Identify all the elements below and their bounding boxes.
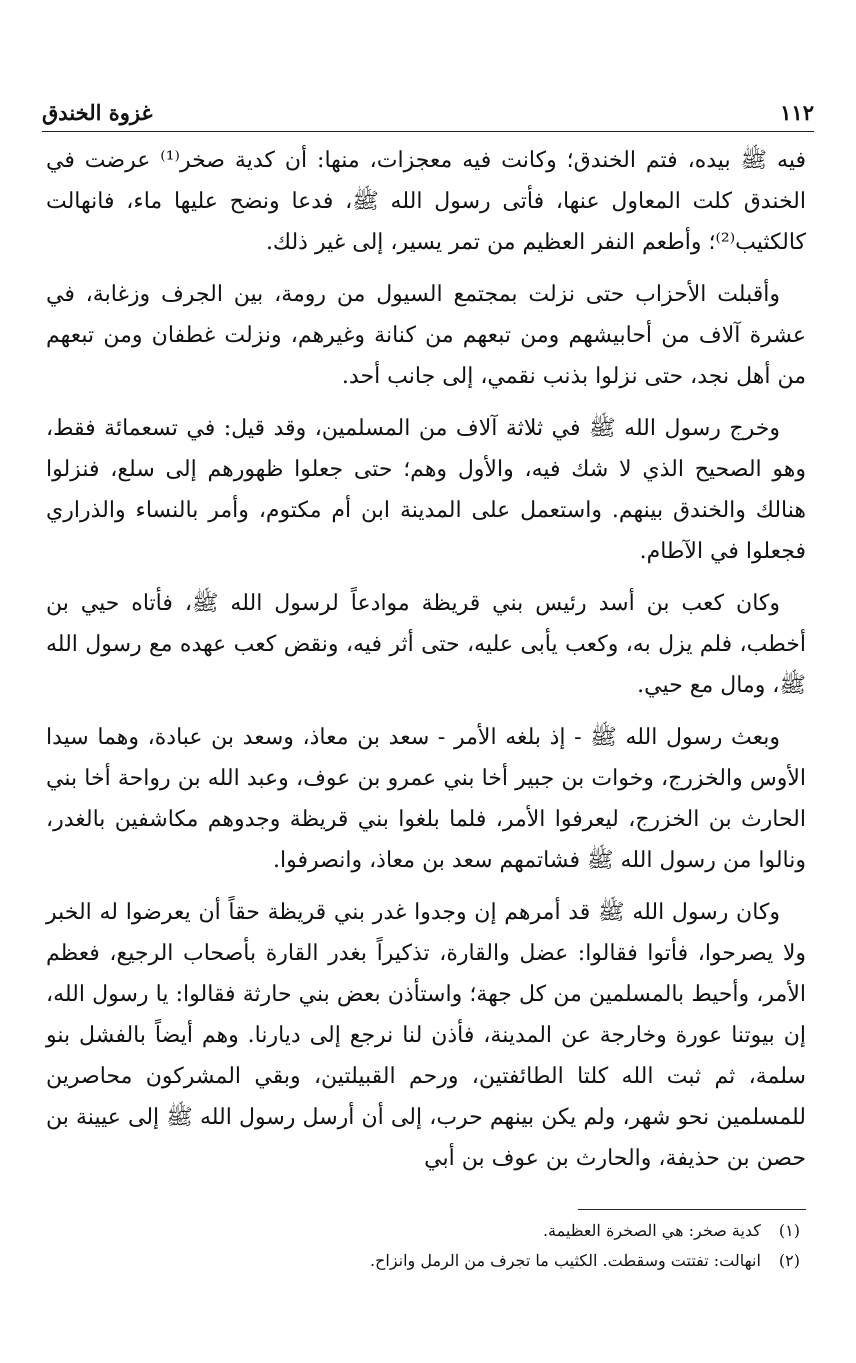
footnote [46,1246,800,1276]
footnote-number: (٢) [778,1251,800,1270]
paragraph: وبعث رسول الله ﷺ - إذ بلغه الأمر - سعد بن معاذ، وسعد بن عبادة، وهما سيدا الأوس والخزرج، وخوات بن جبير أخا بني عمرو بن عوف، وعبد الله بن رواحة أخا بني الحارث بن الخزرج، ليعرفوا الأمر، فلما بلغوا بني قريظة وجدوهم مكاشفين بالغدر، ونالوا من رسول الله ﷺ فشاتمهم سعد بن معاذ، وانصرفوا. [46,725,806,873]
footnote-text: انهالت: تفتتت وسقطت. الكثيب ما تجرف من الرمل وانزاح. [369,1251,761,1270]
footnote-number: (١) [778,1221,800,1240]
running-title: غزوة الخندق [42,99,153,125]
footnotes [46,1216,800,1276]
main-text [46,140,806,1190]
paragraph: وكان رسول الله ﷺ قد أمرهم إن وجدوا غدر بني قريظة حقاً أن يعرضوا له الخبر ولا يصرحوا، فأتوا فقالوا: عضل والقارة، تذكيراً بغدر القارة بأصحاب الرجيع، فعظم الأمر، وأحيط بالمسلمين من كل جهة؛ واستأذن بعض بني حارثة فقالوا: يا رسول الله، إن بيوتنا عورة وخارجة عن المدينة، فأذن لنا نرجع إلى ديارنا. وهم أيضاً بالفشل بنو سلمة، ثم ثبت الله كلتا الطائفتين، ورحم القبيلتين، وبقي المشركون محاصرين للمسلمين نحو شهر، ولم يكن بينهم حرب، إلى أن أرسل رسول الله ﷺ إلى عيينة بن حصن بن حذيفة، والحارث بن عوف بن أبي [46,900,806,1171]
header-divider [42,131,814,132]
page-number: ١١٢ [780,99,814,125]
paragraph: وأقبلت الأحزاب حتى نزلت بمجتمع السيول من رومة، بين الجرف وزغابة، في عشرة آلاف من أحابيشهم ومن تبعهم من كنانة وغيرهم، ونزلت غطفان ومن تبعهم من أهل نجد، حتى نزلوا بذنب نقمي، إلى جانب أحد. [46,282,806,389]
footnote [46,1216,800,1246]
footnote-divider [578,1209,806,1210]
paragraph: وكان كعب بن أسد رئيس بني قريظة موادعاً لرسول الله ﷺ، فأتاه حيي بن أخطب، فلم يزل به، وكعب يأبى عليه، حتى أثر فيه، ونقض كعب عهده مع رسول الله ﷺ، ومال مع حيي. [46,591,806,698]
paragraph: فيه ﷺ بيده، فتم الخندق؛ وكانت فيه معجزات، منها: أن كدية صخر⁽¹⁾ عرضت في الخندق كلت المعاول عنها، فأتى رسول الله ﷺ، فدعا ونضح عليها ماء، فانهالت كالكثيب⁽²⁾؛ وأطعم النفر العظيم من تمر يسير، إلى غير ذلك. [46,148,806,255]
footnote-text: كدية صخر: هي الصخرة العظيمة. [542,1221,761,1240]
paragraph: وخرج رسول الله ﷺ في ثلاثة آلاف من المسلمين، وقد قيل: في تسعمائة فقط، وهو الصحيح الذي لا شك فيه، والأول وهم؛ حتى جعلوا ظهورهم إلى سلع، فنزلوا هنالك والخندق بينهم. واستعمل على المدينة ابن أم مكتوم، وأمر بالنساء والذراري فجعلوا في الآطام. [46,416,806,564]
page-header [42,92,814,132]
